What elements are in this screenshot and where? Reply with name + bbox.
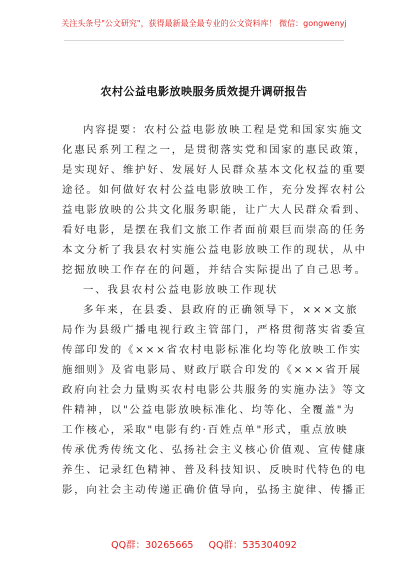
- footer-qq-group-1: QQ群：30265665: [111, 540, 194, 551]
- body-line: 途径。如何做好农村公益电影放映工作，充分发挥农村公: [62, 184, 367, 196]
- body-line: 益电影放映的公共文化服务职能，让广大人民群众看到、: [62, 204, 367, 216]
- body-line: 政府向社会力量购买农村电影公共服务的实施办法》等文: [62, 384, 367, 396]
- body-line: 传部印发的《×××省农村电影标准化均等化放映工作实: [62, 344, 362, 356]
- body-line: 件精神，以"公益电影放映标准化、均等化、全覆盖"为: [62, 404, 356, 416]
- header-divider: [64, 40, 344, 41]
- footer: [0, 537, 408, 551]
- body-line: 多年来，在县委、县政府的正确领导下，×××文旅: [83, 304, 359, 316]
- document-body: [62, 120, 367, 500]
- body-line: 工作核心，采取"电影有约·百姓点单"形式，重点放映: [62, 424, 349, 436]
- footer-qq-group-2: QQ群：535304092: [208, 540, 297, 551]
- body-line: 局作为县级广播电视行政主管部门，严格贯彻落实省委宣: [62, 324, 367, 336]
- section-heading: 一、我县农村公益电影放映工作现状: [83, 284, 279, 296]
- header-banner: 关注头条号"公文研究"，获得最新最全最专业的公文资料库！ 微信：gongwenyj: [61, 19, 347, 28]
- body-line: 化惠民系列工程之一，是贯彻落实党和国家的惠民政策，: [62, 144, 367, 156]
- body-line: 看好电影，是摆在我们文旅工作者面前艰巨而崇高的任务: [62, 224, 367, 236]
- body-line: 养生、记录红色精神、普及科技知识、反映时代特色的电: [62, 464, 367, 476]
- body-line: 本文分析了我县农村实施公益电影放映工作的现状，从中: [62, 244, 367, 256]
- body-line: 施细则》及省电影局、财政厅联合印发的《×××省开展: [62, 364, 362, 376]
- body-line: 传承优秀传统文化、弘扬社会主义核心价值观、宣传健康: [62, 444, 367, 456]
- body-line: 内容提要：农村公益电影放映工程是党和国家实施文: [83, 124, 364, 136]
- body-line: 是实现好、维护好、发展好人民群众基本文化权益的重要: [62, 164, 367, 176]
- body-line: 影，向社会主动传递正确价值导向，弘扬主旋律、传播正: [62, 484, 367, 496]
- document-title: 农村公益电影放映服务质效提升调研报告: [100, 85, 308, 98]
- body-line: 挖掘放映工作存在的问题，并结合实际提出了自己思考。: [62, 264, 367, 276]
